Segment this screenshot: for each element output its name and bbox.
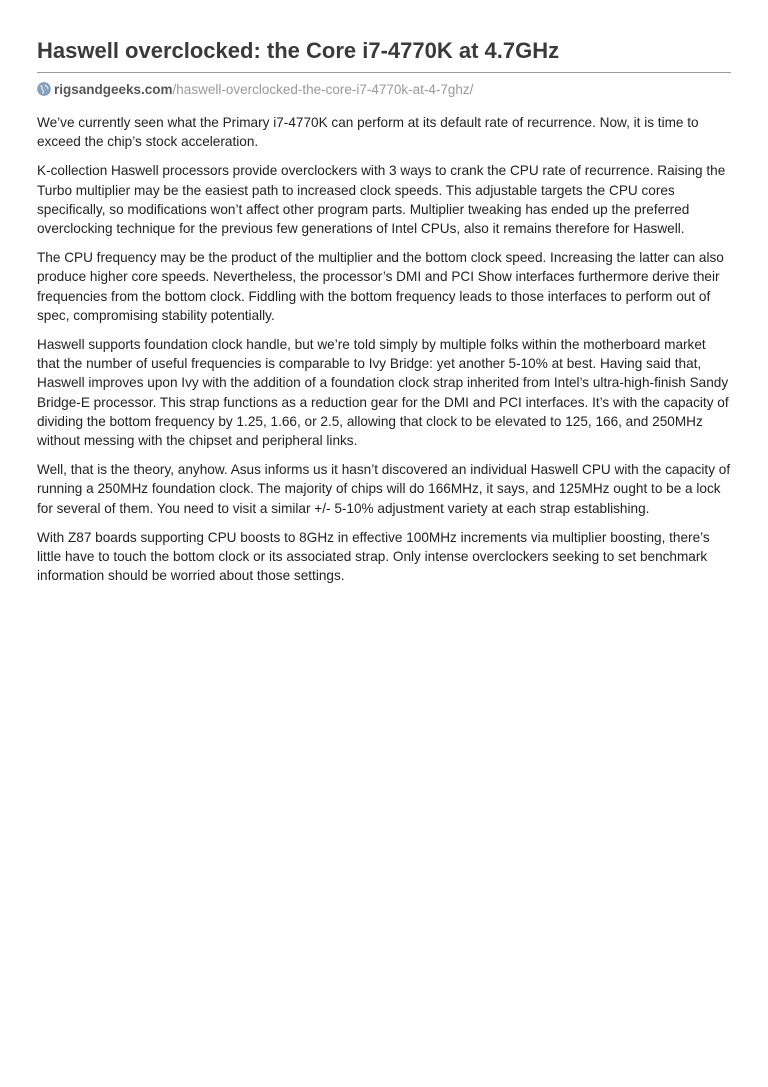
- paragraph: Haswell supports foundation clock handle, but we’re told simply by multiple folks within the motherboard market that the number of useful frequencies is comparable to Ivy Bridge: yet another 5-10% at best. Having said that, Haswell improves upon Ivy with the addition of a foundation clock strap inherited from Intel’s ultra-high-finish Sandy Bridge-E processor. This strap functions as a reduction gear for the DMI and PCI interfaces. It’s with the capacity of dividing the bottom frequency by 1.25, 1.66, or 2.5, allowing that clock to be elevated to 125, 166, and 250MHz without messing with the chipset and peripheral links.: [37, 337, 729, 449]
- source-line: [37, 80, 731, 98]
- paragraph: With Z87 boards supporting CPU boosts to 8GHz in effective 100MHz increments via multiplier boosting, there’s little have to touch the bottom clock or its associated strap. Only intense overclockers seeking to set benchmark information should be worried about those settings.: [37, 529, 710, 584]
- title-divider: [37, 72, 731, 73]
- paragraph: We’ve currently seen what the Primary i7-4770K can perform at its default rate of recurrence. Now, it is time to exceed the chip’s stock acceleration.: [37, 115, 699, 150]
- article-body: [37, 113, 731, 585]
- article-title: Haswell overclocked: the Core i7-4770K at 4.7GHz: [37, 38, 560, 63]
- paragraph: K-collection Haswell processors provide overclockers with 3 ways to crank the CPU rate of recurrence. Raising the Turbo multiplier may be the easiest path to increased clock speeds. This adjustable targets the CPU cores specifically, so modifications won’t affect other program parts. Multiplier tweaking has ended up the preferred overclocking technique for the previous few generations of Intel CPUs, also it remains therefore for Haswell.: [37, 163, 726, 237]
- source-path[interactable]: /haswell-overclocked-the-core-i7-4770k-at-4-7ghz/: [172, 81, 474, 97]
- paragraph: Well, that is the theory, anyhow. Asus informs us it hasn’t discovered an individual Haswell CPU with the capacity of running a 250MHz foundation clock. The majority of chips will do 166MHz, it says, and 125MHz ought to be a lock for several of them. You need to visit a similar +/- 5-10% adjustment variety at each strap establishing.: [37, 462, 731, 516]
- article-page: [37, 36, 731, 595]
- globe-icon: [37, 82, 51, 96]
- paragraph: The CPU frequency may be the product of the multiplier and the bottom clock speed. Increasing the latter can also produce higher core speeds. Nevertheless, the processor’s DMI and PCI Show interfaces furthermore derive their frequencies from the bottom clock. Fiddling with the bottom frequency leads to those interfaces to perform out of spec, compromising stability potentially.: [37, 250, 724, 323]
- source-domain[interactable]: rigsandgeeks.com: [54, 81, 173, 97]
